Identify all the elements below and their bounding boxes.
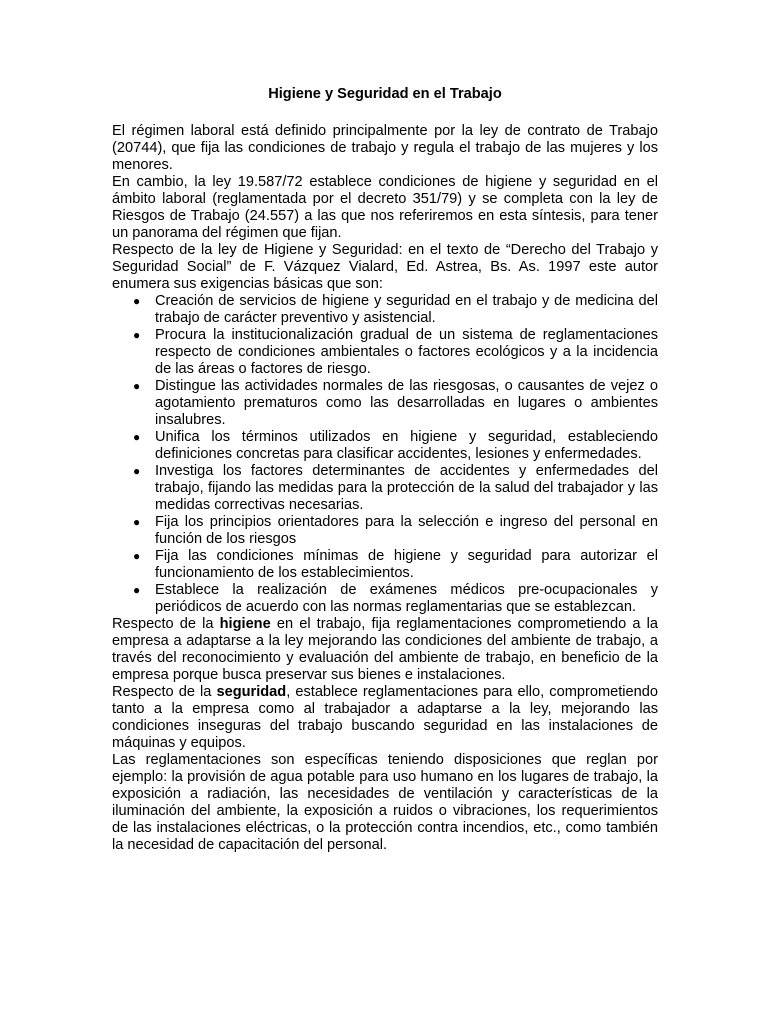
list-item [112, 429, 658, 463]
bullet-icon: ● [133, 464, 141, 478]
list-item [112, 582, 658, 616]
paragraph-ley-19587: En cambio, la ley 19.587/72 establece condiciones de higiene y seguridad en el ámbito laboral (reglamentada por el decreto 351/79) y se completa con la ley de Riesgos de Trabajo (24.557) a las que nos referiremos en esta síntesis, para tener un panorama del régimen que fijan. [112, 174, 658, 241]
list-item [112, 463, 658, 514]
list-item [112, 293, 658, 327]
list-item [112, 514, 658, 548]
list-item-text: Establece la realización de exámenes médicos pre-ocupacionales y periódicos de acuerdo con las normas reglamentarias que se establezcan. [155, 582, 658, 615]
keyword-higiene: higiene [219, 616, 271, 632]
paragraph-higiene-lead: Respecto de la [112, 616, 220, 632]
list-item-text: Procura la institucionalización gradual de un sistema de reglamentaciones respecto de condiciones ambientales o factores ecológicos y a la incidencia de las áreas o factores de riesgo. [155, 327, 658, 377]
paragraph-exigencias-intro: Respecto de la ley de Higiene y Seguridad: en el texto de “Derecho del Trabajo y Seguridad Social” de F. Vázquez Vialard, Ed. Astrea, Bs. As. 1997 este autor enumera sus exigencias básicas que son: [112, 242, 658, 292]
list-item-text: Investiga los factores determinantes de accidentes y enfermedades del trabajo, fijando las medidas para la protección de la salud del trabajador y las medidas correctivas necesarias. [155, 463, 658, 513]
list-item [112, 548, 658, 582]
paragraph-higiene [112, 616, 658, 684]
bullet-icon: ● [133, 294, 141, 308]
keyword-seguridad: seguridad [216, 684, 287, 700]
bullet-icon: ● [133, 379, 141, 393]
paragraph-seguridad [112, 684, 658, 752]
list-item [112, 327, 658, 378]
list-item-text: Fija los principios orientadores para la selección e ingreso del personal en función de los riesgos [155, 514, 658, 547]
document-title: Higiene y Seguridad en el Trabajo [268, 86, 502, 102]
paragraph-seguridad-rest: , establece reglamentaciones para ello, comprometiendo tanto a la empresa como al trabajador a adaptarse a la ley, mejorando las condiciones inseguras del trabajo buscando seguridad en las instalaciones de máquinas y equipos. [112, 684, 658, 751]
list-item-text: Creación de servicios de higiene y seguridad en el trabajo y de medicina del trabajo de carácter preventivo y asistencial. [155, 293, 658, 326]
bullet-icon: ● [133, 430, 141, 444]
paragraph-reglamentaciones: Las reglamentaciones son específicas teniendo disposiciones que reglan por ejemplo: la provisión de agua potable para uso humano en los lugares de trabajo, la exposición a radiación, las necesidades de ventilación y características de la iluminación del ambiente, la exposición a ruidos o vibraciones, los requerimientos de las instalaciones eléctricas, o la protección contra incendios, etc., como también la necesidad de capacitación del personal. [112, 752, 658, 853]
bullet-icon: ● [133, 549, 141, 563]
paragraph-higiene-rest: en el trabajo, fija reglamentaciones comprometiendo a la empresa a adaptarse a la ley mejorando las condiciones del ambiente de trabajo, a través del reconocimiento y evaluación del ambiente de trabajo, en beneficio de la empresa porque busca preservar sus bienes e instalaciones. [112, 616, 658, 683]
paragraph-regimen-laboral: El régimen laboral está definido principalmente por la ley de contrato de Trabajo (20744), que fija las condiciones de trabajo y regula el trabajo de las mujeres y los menores. [112, 123, 658, 173]
list-item [112, 378, 658, 429]
exigencias-list [112, 293, 658, 616]
bullet-icon: ● [133, 328, 141, 342]
bullet-icon: ● [133, 583, 141, 597]
list-item-text: Distingue las actividades normales de las riesgosas, o causantes de vejez o agotamiento prematuros como las desarrolladas en lugares o ambientes insalubres. [155, 378, 658, 428]
list-item-text: Unifica los términos utilizados en higiene y seguridad, estableciendo definiciones concretas para clasificar accidentes, lesiones y enfermedades. [155, 429, 658, 462]
bullet-icon: ● [133, 515, 141, 529]
list-item-text: Fija las condiciones mínimas de higiene y seguridad para autorizar el funcionamiento de los establecimientos. [155, 548, 658, 581]
document-page [112, 86, 658, 854]
paragraph-seguridad-lead: Respecto de la [112, 684, 217, 700]
